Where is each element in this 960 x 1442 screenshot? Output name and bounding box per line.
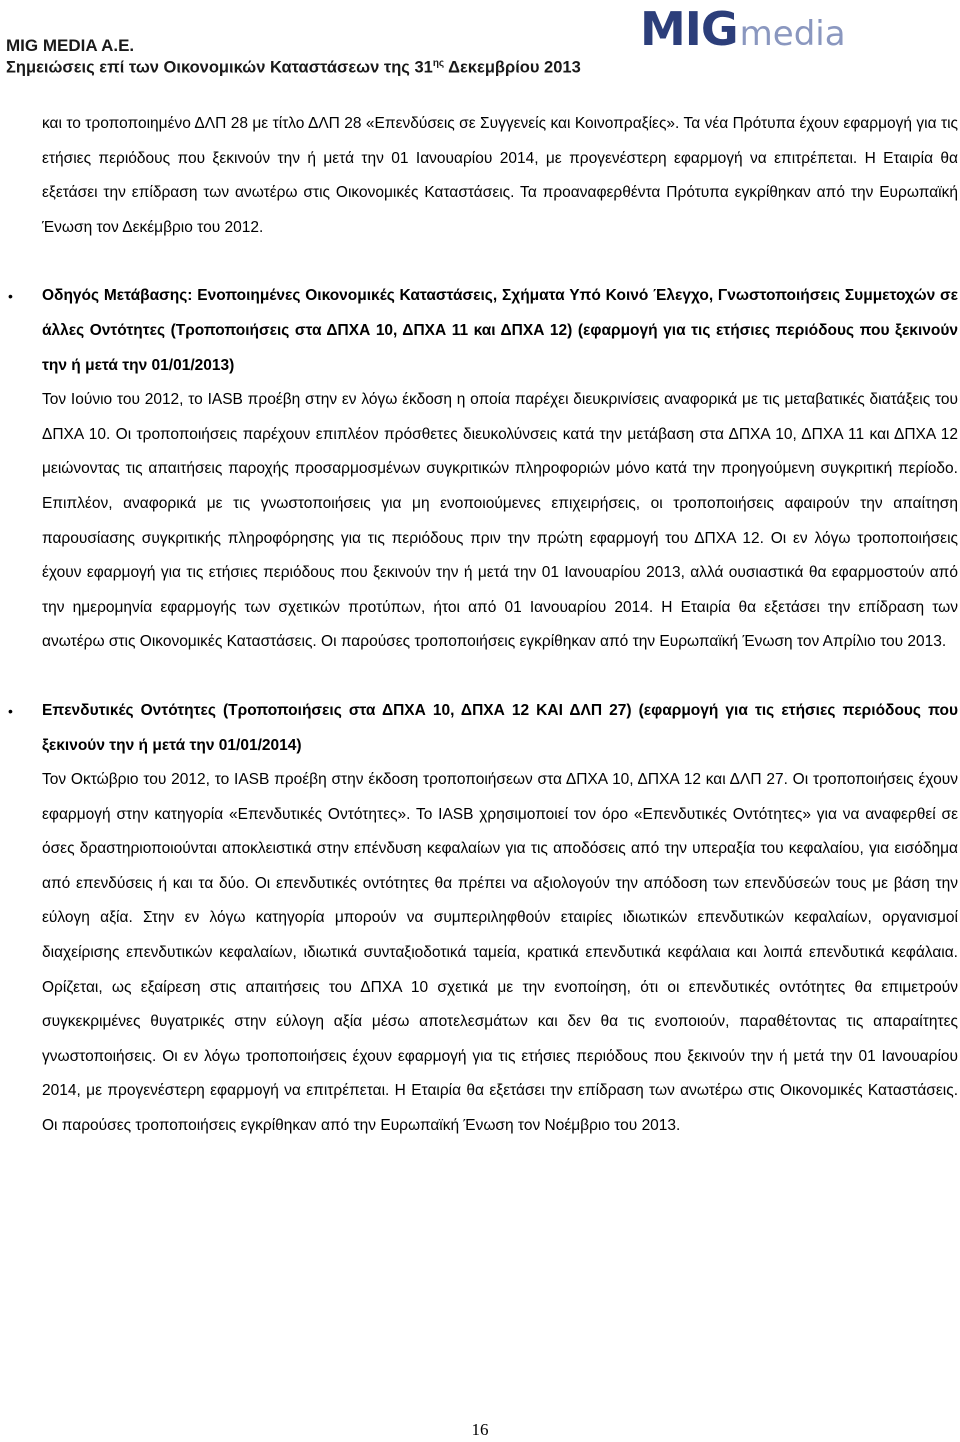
item-body: Τον Οκτώβριο του 2012, το IASB προέβη στην έκδοση τροποποιήσεων στα ΔΠΧΑ 10, ΔΠΧΑ 12 και ΔΛΠ 27. Οι τροποποιήσεις έχουν εφαρμογή στην κατηγορία «Επενδυτικές Οντότητες». Το IASB χρησιμοποιεί τον όρο «Επενδυτικές Οντότητες» για να αναφερθεί σε όσες δραστηριοποιούνται αποκλειστικά στην επένδυση κεφαλαίων για τις αποδόσεις από την υπεραξία του κεφαλαίου, για εισόδημα από επενδύσεις ή και τα δύο. Οι επενδυτικές οντότητες θα πρέπει να αξιολογούν την απόδοση των επενδύσεών τους με βάση την εύλογη αξία. Στην εν λόγω κατηγορία μπορούν να συμπεριληφθούν εταιρίες ιδιωτικών επενδυτικών κεφαλαίων, οργανισμοί διαχείρισης επενδυτικών κεφαλαίων, ιδιωτικά συνταξιοδοτικά ταμεία, κρατικά επενδυτικά κεφάλαια και λοιπά επενδυτικά κεφάλαια. Ορίζεται, ως εξαίρεση στις απαιτήσεις του ΔΠΧΑ 10 σχετικά με την ενοποίηση, ότι οι επενδυτικές οντότητες θα επιμετρούν συγκεκριμένες θυγατρικές στην εύλογη αξία μέσω αποτελεσμάτων και δεν θα τις ενοποιούν, παραθέτοντας τις απαραίτητες γνωστοποιήσεις. Οι εν λόγω τροποποιήσεις έχουν εφαρμογή για τις ετήσιες περιόδους που ξεκινούν την ή μετά την 01 Ιανουαρίου 2014, με προγενέστερη εφαρμογή να επιτρέπεται. Η Εταιρία θα εξετάσει την επίδραση των ανωτέρω στις Οικονομικές Καταστάσεις. Οι παρούσες τροποποιήσεις εγκρίθηκαν από την Ευρωπαϊκή Ένωση τον Νοέμβριο του 2013. <box>42 771 958 1135</box>
page-header <box>0 0 960 90</box>
subtitle-superscript: ης <box>432 58 445 69</box>
item-body: Τον Ιούνιο του 2012, το IASB προέβη στην εν λόγω έκδοση η οποία παρέχει διευκρινίσεις αναφορικά με τις μεταβατικές διατάξεις του ΔΠΧΑ 10. Οι τροποποιήσεις παρέχουν επιπλέον πρόσθετες διευκολύνσεις κατά την μετάβαση στα ΔΠΧΑ 10, ΔΠΧΑ 11 και ΔΠΧΑ 12 μειώνοντας τις απαιτήσεις παροχής προσαρμοσμένων συγκριτικών πληροφοριών μόνο κατά την προηγούμενη συγκριτική περίοδο. Επιπλέον, αναφορικά με τις γνωστοποιήσεις για μη ενοποιούμενες επιχειρήσεις, οι τροποποιήσεις αφαιρούν την απαίτηση παρουσίασης συγκριτικής πληροφόρησης για τις περιόδους πριν την πρώτη εφαρμογή του ΔΠΧΑ 12. Οι εν λόγω τροποποιήσεις έχουν εφαρμογή για τις ετήσιες περιόδους που ξεκινούν την ή μετά την 01 Ιανουαρίου 2013, αλλά ουσιαστικά θα εφαρμοστούν από την ημερομηνία εφαρμογής των σχετικών προτύπων, ήτοι από 01 Ιανουαρίου 2014. Η Εταιρία θα εξετάσει την επίδραση των ανωτέρω στις Οικονομικές Καταστάσεις. Οι παρούσες τροποποιήσεις εγκρίθηκαν από την Ευρωπαϊκή Ένωση τον Απρίλιο του 2013. <box>42 391 958 651</box>
item-title: Επενδυτικές Οντότητες (Τροποποιήσεις στα ΔΠΧΑ 10, ΔΠΧΑ 12 ΚΑΙ ΔΛΠ 27) (εφαρμογή για τις ετήσιες περιόδους που ξεκινούν την ή μετά την 01/01/2014) <box>42 701 958 754</box>
subtitle-main: Σημειώσεις επί των Οικονομικών Καταστάσεων της 31 <box>6 58 433 77</box>
subtitle-end: Δεκεμβρίου 2013 <box>444 58 581 77</box>
list-item <box>8 279 958 660</box>
intro-paragraph: και το τροποποιημένο ΔΛΠ 28 με τίτλο ΔΛΠ 28 «Επενδύσεις σε Συγγενείς και Κοινοπραξίες». Τα νέα Πρότυπα έχουν εφαρμογή για τις ετήσιες περιόδους που ξεκινούν την ή μετά την 01 Ιανουαρίου 2014, με προγενέστερη εφαρμογή να επιτρέπεται. Η Εταιρία θα εξετάσει την επίδραση των ανωτέρω στις Οικονομικές Καταστάσεις. Τα προαναφερθέντα Πρότυπα εγκρίθηκαν από την Ευρωπαϊκή Ένωση τον Δεκέμβριο του 2012. <box>42 115 958 236</box>
mig-media-logo <box>640 2 846 56</box>
item-title: Οδηγός Μετάβασης: Ενοποιημένες Οικονομικές Καταστάσεις, Σχήματα Υπό Κοινό Έλεγχο, Γνωστοποιήσεις Συμμετοχών σε άλλες Οντότητες (Τροποποιήσεις στα ΔΠΧΑ 10, ΔΠΧΑ 11 και ΔΠΧΑ 12) (εφαρμογή για τις ετήσιες περιόδους που ξεκινούν την ή μετά την 01/01/2013) <box>42 287 958 374</box>
document-subtitle <box>6 58 581 78</box>
document-body <box>8 107 958 1144</box>
company-name: MIG MEDIA A.E. <box>6 36 135 55</box>
page-number: 16 <box>471 1420 489 1439</box>
list-item <box>8 694 958 1144</box>
logo-media-text: media <box>739 14 846 54</box>
logo-mig-text: MIG <box>640 2 738 56</box>
bullet-icon: • <box>8 288 13 305</box>
bullet-icon: • <box>8 702 13 719</box>
